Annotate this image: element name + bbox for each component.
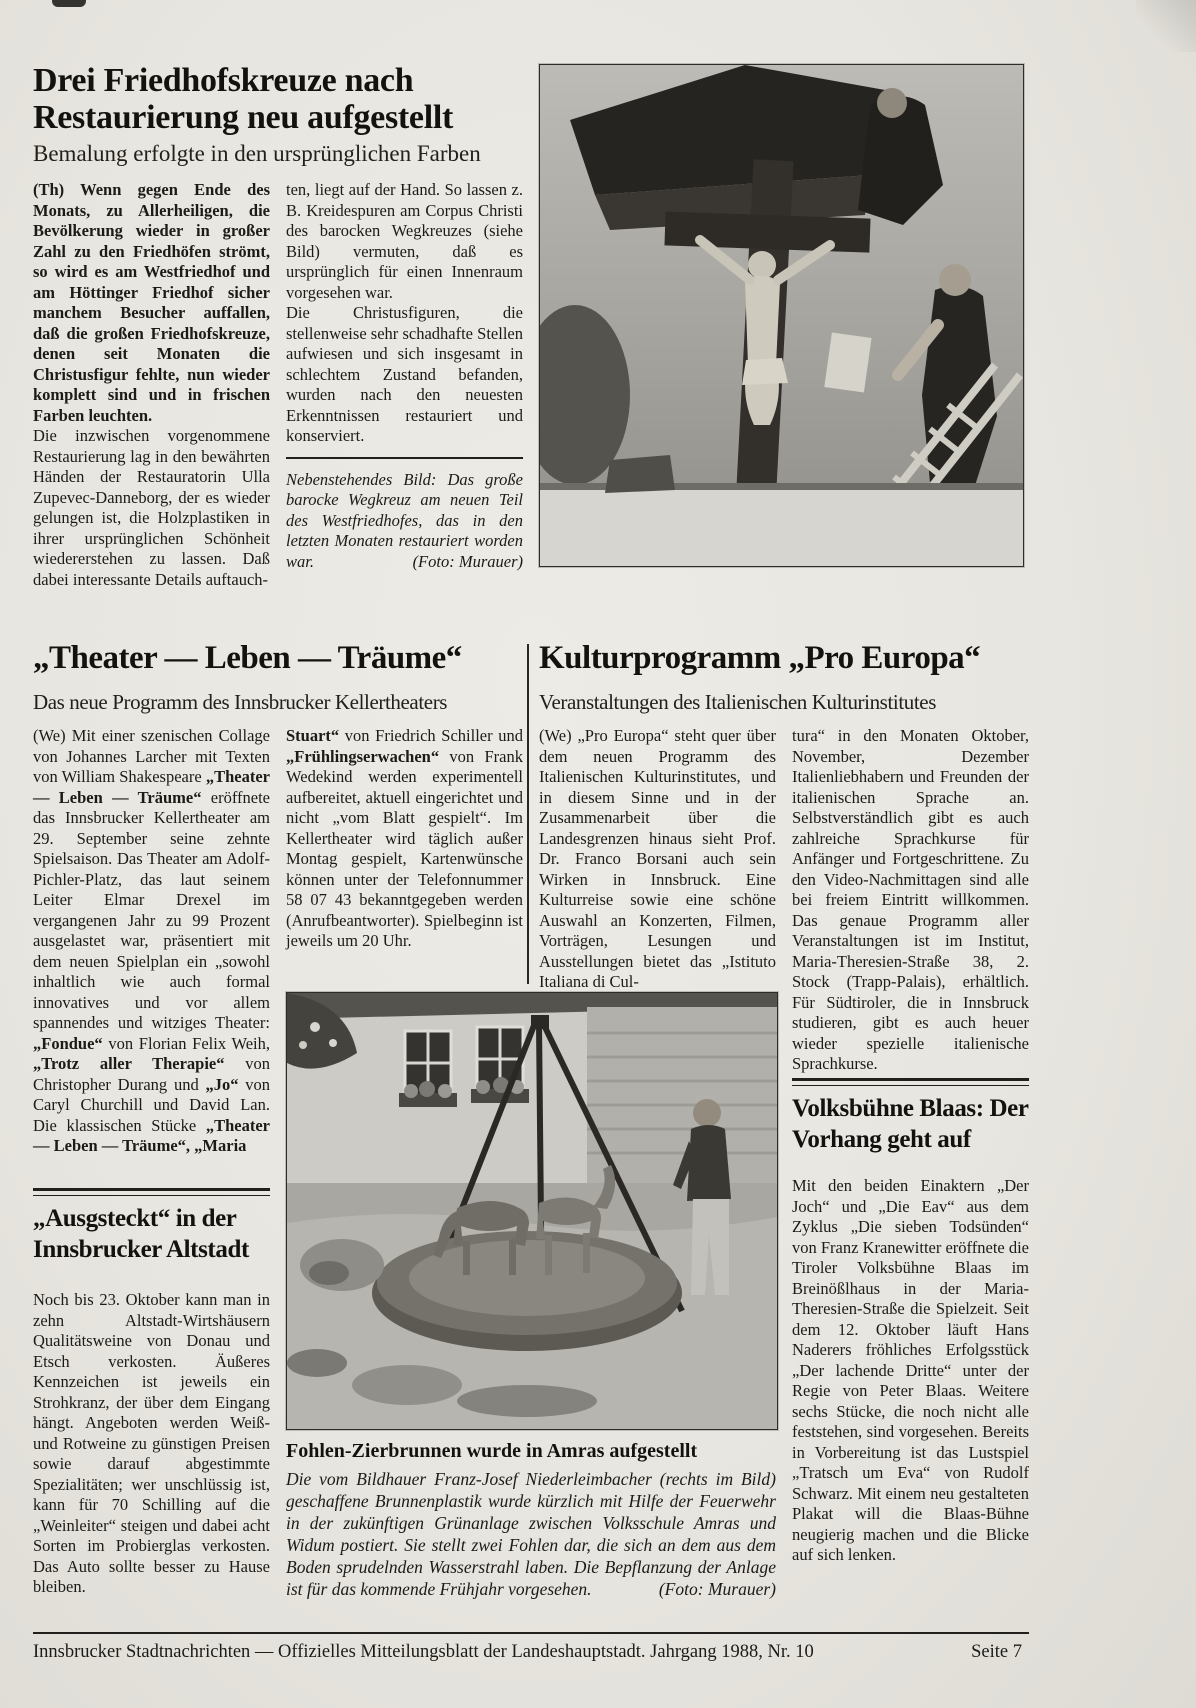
footer [33,1642,1022,1663]
fountain-caption-text [286,1468,776,1600]
footer-publication-info: Innsbrucker Stadtnachrichten — Offizielles Mitteilungsblatt der Landeshauptstadt. Jahrgang 1988, Nr. 10 [33,1642,814,1662]
article-friedhof-photo-caption [286,470,523,573]
fountain-photo-illustration [287,993,777,1429]
caption-body: Die vom Bildhauer Franz-Josef Niederleimbacher (rechts im Bild) geschaffene Brunnenplastik wurde kürzlich mit Hilfe der Feuerwehr in der zukünftigen Grünanlage zwischen Volksschule Amras und Widum postiert. Sie stellt zwei Fohlen dar, die sich an dem aus dem Boden sprudelnden Wasserstrahl laben. Die Bepflanzung der Anlage ist für das kommende Frühjahr vorgesehen. [286,1469,776,1599]
footer-page-number: Seite 7 [971,1642,1022,1662]
article-theater-column-2 [286,726,523,952]
article-volksbuehne-text: Mit den beiden Einaktern „Der Joch“ und „Die Eav“ aus dem Zyklus „Die sieben Todsünden“ von Franz Kranewitter eröffnete die Tiroler Volksbühne Blaas im Breinößlhaus in der Maria-Theresien-Straße die Spielzeit. Seit dem 12. Oktober läuft Hans Naderers fröhliches Erfolgsstück „Der lachende Dritte“ unter der Regie von Peter Blaas. Weitere sechs Stücke, die noch nicht alle feststehen, sind vorgesehen. Bereits in Vorbereitung ist das Lustspiel „Tratsch um Eva“ von Rudolf Schwarz. Mit einem neu gestalteten Plakat will die Blaas-Bühne neugierig machen und die Blicke auf sich lenken. [792,1176,1030,1564]
article-theater-subtitle: Das neue Programm des Innsbrucker Kellertheaters [33,690,448,714]
article-friedhof-col1-text: Die inzwischen vorgenommene Restaurierung lag in den bewährten Händen der Restauratorin Ulla Zupevec-Danneborg, der es wieder gelungen ist, die Holzplastiken in ihrer ursprünglichen Schönheit wiedererstehen zu lassen. Daß dabei interessante Details auftauch- [33,426,270,589]
ausgsteckt-section-rule [33,1188,270,1196]
crucifix-photo-illustration [540,65,1023,566]
article-friedhof-headline: Drei Friedhofskreuze nach Restaurierung neu aufgestellt [33,62,454,137]
article-friedhof-column-1 [33,180,270,590]
fountain-caption-title: Fohlen-Zierbrunnen wurde in Amras aufgestellt [286,1440,698,1462]
article-kultur-column-2 [792,726,1029,1075]
caption-text: Nebenstehendes Bild: Das große barocke Wegkreuz am neuen Teil des Westfriedhofes, das in den letzten Monaten restauriert worden war. [286,469,523,571]
photo-credit: (Foto: Murauer) [412,551,523,571]
article-theater-column-1 [33,726,270,1157]
article-theater-col2-text: Stuart“ von Friedrich Schiller und „Frühlingserwachen“ von Frank Wedekind werden experimentell aufbereitet, aktuell eingerichtet und nicht „vom Blatt gespielt“. Im Kellertheater wird täglich außer Montag gespielt, Kartenwünsche können unter der Telefonnummer 58 07 43 bekanntgegeben werden (Anrufbeantworter). Spielbeginn ist jeweils um 20 Uhr. [286,726,523,950]
volksbuehne-section-rule [792,1078,1029,1086]
article-ausgsteckt-headline: „Ausgsteckt“ in der Innsbrucker Altstadt [33,1205,249,1263]
article-friedhof-subtitle: Bemalung erfolgte in den ursprünglichen Farben [33,141,481,166]
column-separator-rule [527,644,529,984]
photo-foal-fountain [286,992,778,1430]
article-friedhof-col2-p2: Die Christusfiguren, die stellenweise sehr schadhafte Stellen aufwiesen und sich insgesamt in schlechtem Zustand befanden, wurden nach den neuesten Erkenntnissen restauriert und konserviert. [286,303,523,445]
footer-rule [33,1632,1029,1634]
article-ausgsteckt-column [33,1290,270,1598]
article-volksbuehne-column [792,1176,1029,1566]
article-kultur-column-1 [539,726,776,993]
article-friedhof-col2-p1: ten, liegt auf der Hand. So lassen z. B. Kreidespuren am Corpus Christi des barocken Wegkreuzes (siehe Bild) vermuten, daß es ursprünglich für einen Innenraum vorgesehen war. [286,180,523,302]
article-friedhof-lead: (Th) Wenn gegen Ende des Monats, zu Allerheiligen, die Bevölkerung wieder in großer Zahl zu den Friedhöfen strömt, so wird es am Westfriedhof und am Höttinger Friedhof sicher manchem Besucher auffallen, daß die großen Friedhofskreuze, denen seit Monaten die Christusfigur fehlte, nun wieder komplett sind und in frischen Farben leuchten. [33,180,270,425]
caption-divider-rule [286,457,523,459]
article-friedhof-column-2 [286,180,523,572]
scan-artifact [52,0,86,7]
scan-corner-shade [1136,0,1196,52]
article-theater-headline: „Theater — Leben — Träume“ [33,640,462,676]
article-kultur-headline: Kulturprogramm „Pro Europa“ [539,640,981,676]
article-volksbuehne-headline: Volksbühne Blaas: Der Vorhang geht auf [792,1095,1029,1153]
article-kultur-col1-text: (We) „Pro Europa“ steht quer über dem neuen Programm des Italienischen Kulturinstitutes, und in diesem Sinne und in der Zusammenarbeit über die Landesgrenzen hinaus sieht Prof. Dr. Franco Borsani auch sein Wirken in Innsbruck. Eine Kulturreise sowie eine schöne Auswahl an Konzerten, Filmen, Vorträgen, Lesungen und Ausstellungen bietet das „Istituto Italiana di Cul- [539,726,776,991]
fountain-photo-credit: (Foto: Murauer) [658,1579,776,1599]
photo-crucifix-restoration [539,64,1024,567]
article-theater-col1-text: (We) Mit einer szenischen Collage von Johannes Larcher mit Texten von William Shakespeare „Theater — Leben — Träume“ eröffnete das Innsbrucker Kellertheater am 29. September seine zehnte Spielsaison. Das Theater am Adolf-Pichler-Platz, das laut seinem Leiter Elmar Drexel im vergangenen Jahr zu 99 Prozent ausgelastet war, präsentiert mit dem neuen Spielplan ein „sowohl inhaltlich wie auch formal innovatives und vor allem spannendes und witziges Theater: „Fondue“ von Florian Felix Weih, „Trotz aller Therapie“ von Christopher Durang und „Jo“ von Caryl Churchill und David Lan. Die klassischen Stücke „Theater — Leben — Träume“, „Maria [33,726,270,1155]
article-ausgsteckt-text: Noch bis 23. Oktober kann man in zehn Altstadt-Wirtshäusern Qualitätsweine von Donau und Etsch verkosten. Äußeres Kennzeichen ist jeweils ein Strohkranz, der über dem Eingang hängt. Angeboten werden Weiß- und Rotweine zu günstigen Preisen sowie darauf abgestimmte Spezialitäten; wer unschlüssig ist, kann für 70 Schilling auf die „Weinleiter“ steigen und dabei acht Sorten im Probierglas verkosten. Das Auto sollte besser zu Hause bleiben. [33,1290,270,1596]
article-kultur-subtitle: Veranstaltungen des Italienischen Kulturinstitutes [539,690,936,714]
article-kultur-col2-text: tura“ in den Monaten Oktober, November, Dezember Italienliebhabern und Freunden der italienischen Sprache an. Selbstverständlich gibt es auch zahlreiche Sprachkurse für Anfänger und Fortgeschrittene. Zu den Video-Nachmittagen sind alle bei freiem Eintritt willkommen. Das genaue Programm aller Veranstaltungen ist im Institut, Maria-Theresien-Straße 38, 2. Stock (Trapp-Palais), erhältlich. Für Südtiroler, die in Innsbruck studieren, gibt es auch heuer wieder spezielle italienische Sprachkurse. [792,726,1029,1073]
